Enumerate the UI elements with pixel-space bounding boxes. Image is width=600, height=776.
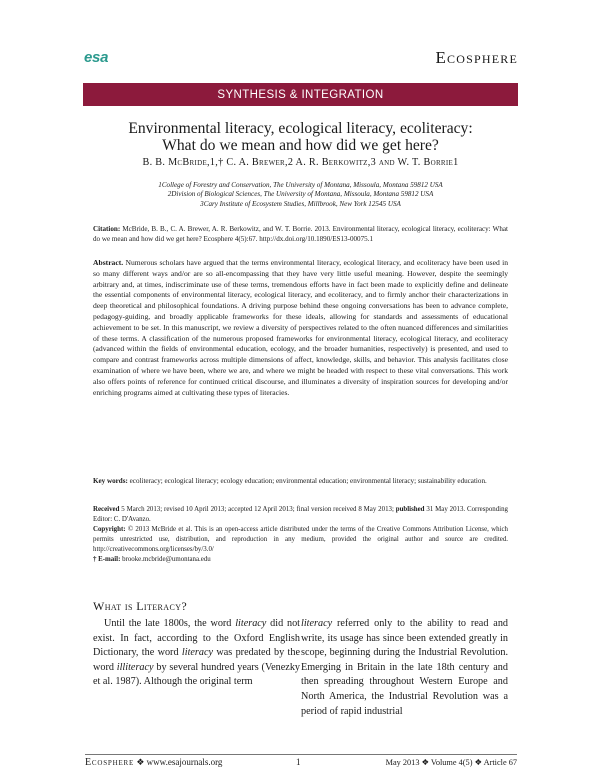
dates	[93, 505, 508, 525]
email-label: † E-mail:	[93, 556, 121, 564]
journal-name: Ecosphere	[435, 48, 518, 67]
footer-journal-name: Ecosphere	[85, 757, 135, 768]
copyright-text: © 2013 McBride et al. This is an open-access article distributed under the terms of the Creative Commons Attribution License, which permits unrestricted use, distribution, and reproduction in any medium, provided the original author and source are credited. http://creativecommons.org/licenses/by/3.0/	[93, 526, 508, 554]
page-number: 1	[296, 757, 301, 767]
term-literacy: literacy	[235, 618, 267, 629]
email-line	[93, 555, 508, 565]
abstract	[93, 258, 508, 398]
body-text: referred only to the ability to read and write, its usage has since been extended greatly in scope, beginning during the Industrial Revolution. Emerging in Britain in the late 18th century and then spreading throughout Western Europe and North America, the Industrial Revolution was a period of rapid industrial	[301, 618, 509, 717]
footer-website[interactable]: ❖ www.esajournals.org	[136, 757, 223, 767]
copyright	[93, 525, 508, 555]
body-text: was predated by the word	[93, 647, 301, 673]
copyright-label: Copyright:	[93, 526, 126, 534]
published-text: 31 May 2013. Corresponding Editor: C. D'Avanzo.	[93, 506, 508, 524]
keywords	[93, 476, 508, 486]
body-text: Until the late 1800s, the word	[104, 618, 232, 629]
affiliation-3: 3Cary Institute of Ecosystem Studies, Millbrook, New York 12545 USA	[200, 199, 401, 208]
abstract-label: Abstract.	[93, 258, 124, 267]
body-text: by several hundred years (Venezky et al. 1987). Although the original term	[93, 661, 301, 688]
keywords-label: Key words:	[93, 477, 128, 485]
article-title	[83, 120, 518, 154]
section-heading: What is Literacy?	[93, 599, 188, 613]
body-column-right	[301, 617, 508, 719]
term-literacy: literacy	[301, 618, 333, 629]
title-line-1: Environmental literacy, ecological literacy, ecoliteracy:	[128, 120, 473, 137]
affiliation-1: 1College of Forestry and Conservation, The University of Montana, Missoula, Montana 59812 USA	[158, 181, 443, 189]
email-address[interactable]: brooke.mcbride@umontana.edu	[122, 556, 211, 564]
title-line-2: What do we mean and how did we get here?	[162, 137, 439, 154]
term-literacy: literacy	[181, 647, 214, 659]
article-type-banner: SYNTHESIS & INTEGRATION	[83, 83, 518, 106]
body-text: did not exist. In fact, according to the Oxford English Dictionary, the word	[93, 618, 300, 659]
affiliations	[83, 181, 518, 209]
citation-label: Citation:	[93, 225, 121, 233]
received-text: 5 March 2013; revised 10 April 2013; accepted 12 April 2013; final version received 8 May 2013;	[121, 506, 394, 513]
abstract-text: Numerous scholars have argued that the terms environmental literacy, ecological literacy, and ecoliteracy have been used in so many different ways and/or are so all-encompassing that they have very little useful meaning. However, despite the seemingly arbitrary and, at times, indiscriminate use of these terms, tremendous efforts have in fact been made to explicitly define and delineate the essential components of environmental literacy, ecological literacy, and ecoliteracy, and to firmly anchor their characterizations in deep theoretical and philosophical foundations. A driving purpose behind these ongoing conversations has been to advance complete, pedagogy-guiding, and broadly applicable frameworks for these ideals, allowing for standards and assessments of educational achievement to be set. In this manuscript, we review a diversity of perspectives related to the often nuanced differences and similarities of these terms. A classification of the numerous proposed frameworks for environmental literacy, ecological literacy, and ecoliteracy (advanced within the fields of environmental education, ecology, and the broader humanities, respectively) is presented, and used to compare and contrast frameworks across multiple dimensions of affect, knowledge, skills, and behavior. This analysis facilitates close examination of where we have been, where we are, and where we might be headed with respect to these vital conversations. This work also offers points of reference for continued critical discourse, and illuminates a diversity of inspiration sources for developing and/or enriching programs aimed at cultivating these types of literacies.	[93, 258, 508, 397]
footer-issue: May 2013 ❖ Volume 4(5) ❖ Article 67	[385, 758, 517, 767]
term-illiteracy: illiteracy	[116, 661, 154, 673]
published-label: published	[395, 506, 425, 513]
keywords-text: ecoliteracy; ecological literacy; ecology education; environmental education; environmental literacy; sustainability education.	[129, 477, 487, 485]
footer-divider	[85, 754, 517, 755]
affiliation-2: 2Division of Biological Sciences, The University of Montana, Missoula, Montana 59812 USA	[167, 190, 434, 199]
esa-logo[interactable]: esa	[84, 49, 109, 66]
received-label: Received	[93, 506, 120, 513]
citation	[93, 224, 508, 245]
author-list: B. B. McBride,1,† C. A. Brewer,2 A. R. Berkowitz,3 and W. T. Borrie1	[142, 157, 459, 168]
article-metadata	[93, 505, 508, 566]
body-column-left	[93, 617, 300, 690]
citation-text: McBride, B. B., C. A. Brewer, A. R. Berkowitz, and W. T. Borrie. 2013. Environmental literacy, ecological literacy, ecoliteracy: What do we mean and how did we get here? Ecosphere 4(5):67. http://dx.doi.org/10.1890/ES13-00075.1	[93, 225, 508, 244]
footer-journal	[85, 757, 222, 768]
